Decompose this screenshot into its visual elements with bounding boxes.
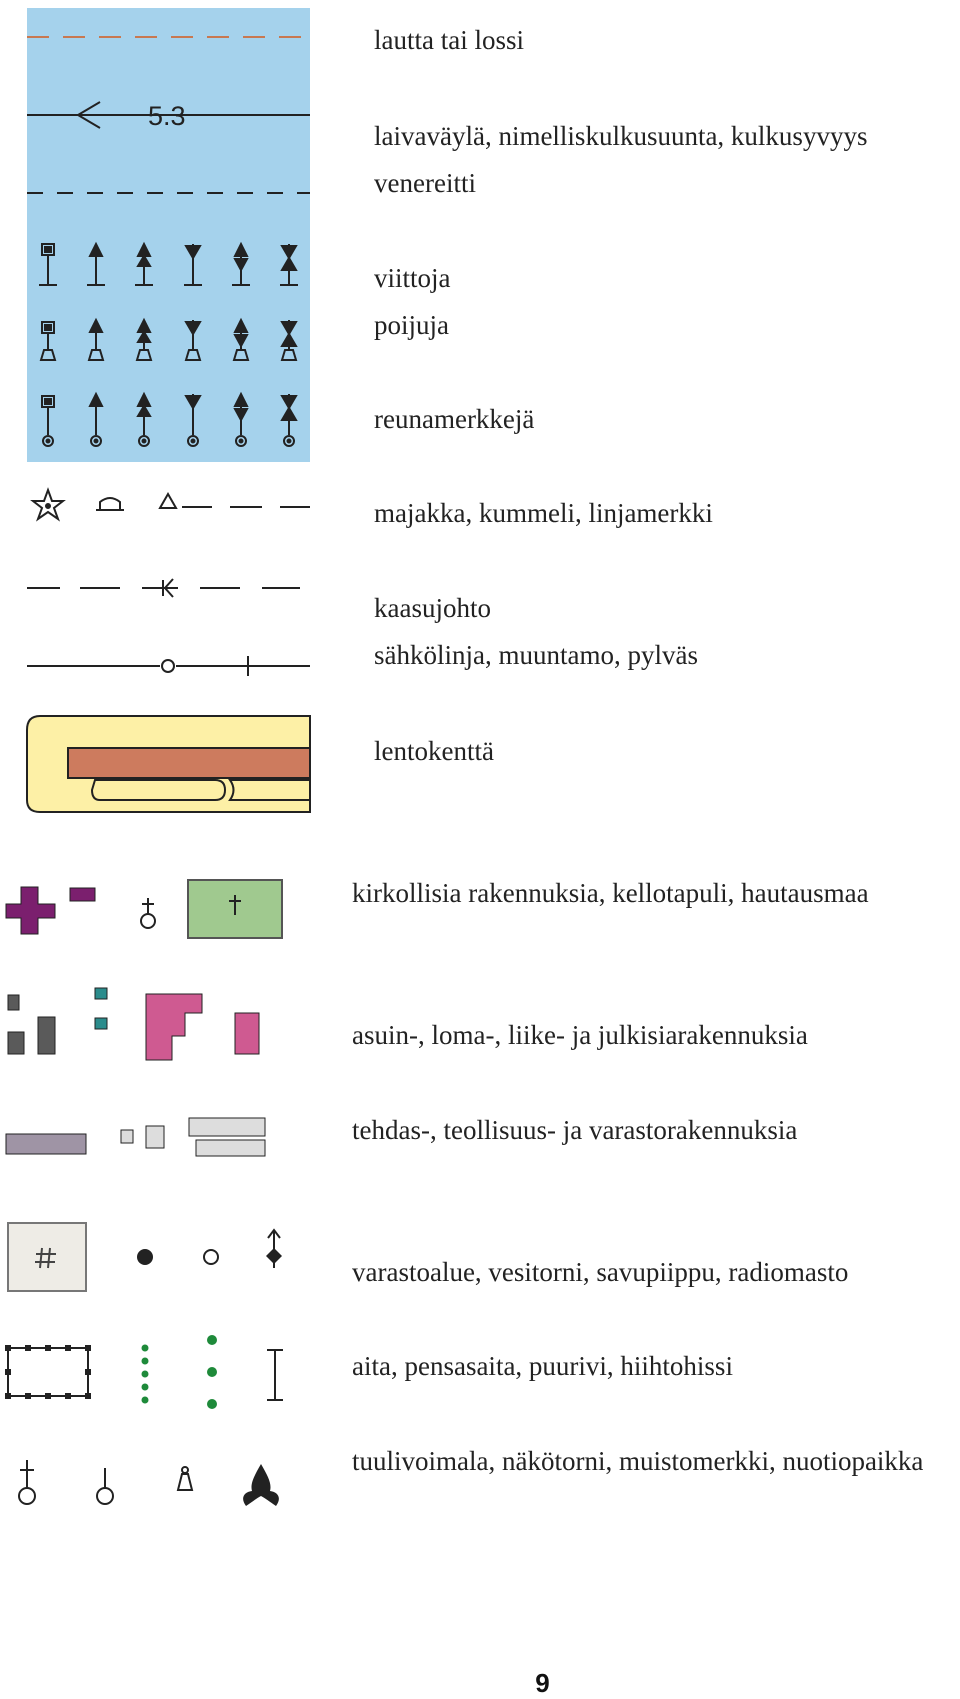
legend-label-storage: varastoalue, vesitorni, savupiippu, radiomasto: [352, 1257, 849, 1287]
airfield-symbol: [27, 716, 310, 812]
legend-label-airfield: lentokenttä: [374, 736, 494, 766]
fairway-depth-label: 5.3: [148, 101, 186, 131]
legend-label-fence: aita, pensasaita, puurivi, hiihtohissi: [352, 1351, 733, 1381]
page-number: 9: [535, 1668, 550, 1698]
legend-label-spar-buoys: viittoja: [374, 263, 451, 293]
storage-area-symbol: [8, 1223, 282, 1291]
power-line-symbol: [27, 656, 310, 676]
legend-label-church: kirkollisia rakennuksia, kellotapuli, hautausmaa: [352, 878, 869, 908]
legend-label-lighthouse: majakka, kummeli, linjamerkki: [374, 498, 713, 528]
fence-symbol: [5, 1335, 283, 1409]
legend-label-industrial: tehdas-, teollisuus- ja varastorakennuksia: [352, 1115, 798, 1145]
legend-label-boat-route: venereitti: [374, 168, 476, 198]
legend-label-power-line: sähkölinja, muuntamo, pylväs: [374, 640, 698, 670]
legend-label-gas-pipeline: kaasujohto: [374, 593, 491, 623]
legend-label-wind-turbine: tuulivoimala, näkötorni, muistomerkki, nuotiopaikka: [352, 1446, 924, 1476]
wind-turbine-symbol: [19, 1460, 192, 1504]
water-panel: [27, 8, 310, 462]
gas-pipeline-symbol: [27, 579, 300, 597]
lighthouse-symbol: [33, 490, 310, 519]
legend-label-edge-markers: reunamerkkejä: [374, 404, 535, 434]
residential-buildings-symbol: [8, 988, 259, 1060]
campfire-symbol: [243, 1464, 279, 1506]
legend-label-residential: asuin-, loma-, liike- ja julkisiarakennuksia: [352, 1020, 808, 1050]
legend-label-fairway: laivaväylä, nimelliskulkusuunta, kulkusyvyys: [374, 121, 868, 151]
industrial-buildings-symbol: [6, 1118, 265, 1156]
legend-label-ferry: lautta tai lossi: [374, 25, 524, 55]
legend-label-buoys: poijuja: [374, 310, 449, 340]
church-buildings-symbol: [6, 880, 282, 938]
